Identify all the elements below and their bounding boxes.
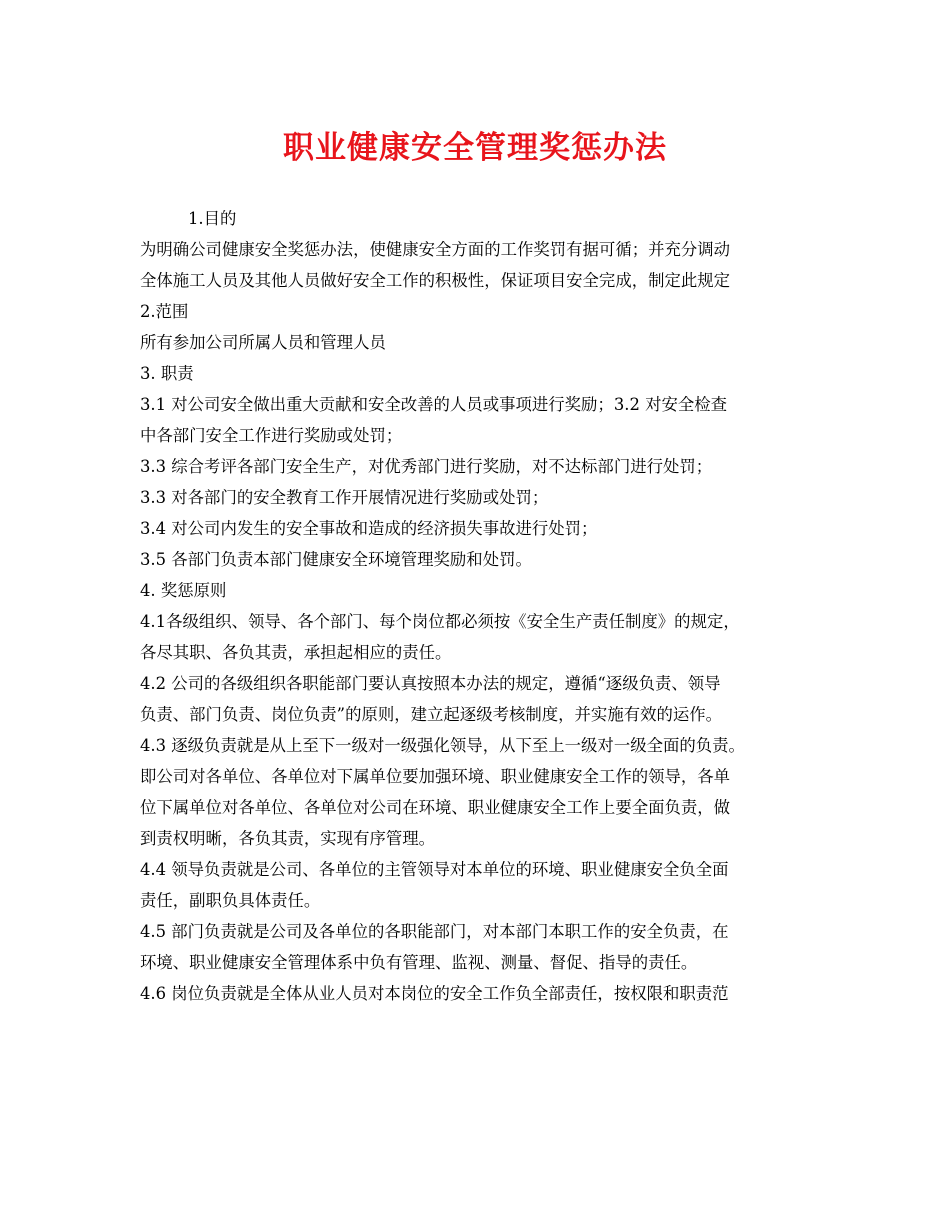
document-title: 职业健康安全管理奖惩办法 xyxy=(283,130,667,166)
section-heading-principles: 4. 奖惩原则 xyxy=(140,581,227,600)
paragraph-line: 3.1 对公司安全做出重大贡献和安全改善的人员或事项进行奖励；3.2 对安全检查 xyxy=(140,395,728,414)
paragraph-line: 所有参加公司所属人员和管理人员 xyxy=(140,333,386,352)
paragraph-line: 3.4 对公司内发生的安全事故和造成的经济损失事故进行处罚； xyxy=(140,519,598,538)
paragraph-line: 4.4 领导负责就是公司、各单位的主管领导对本单位的环境、职业健康安全负全面 xyxy=(140,860,729,879)
paragraph-line: 中各部门安全工作进行奖励或处罚； xyxy=(140,426,403,445)
paragraph-line: 到责权明晰，各负其责，实现有序管理。 xyxy=(140,829,436,848)
section-heading-scope: 2.范围 xyxy=(140,302,189,321)
paragraph-line: 3.5 各部门负责本部门健康安全环境管理奖励和处罚。 xyxy=(140,550,532,569)
paragraph-line: 各尽其职、各负其责，承担起相应的责任。 xyxy=(140,643,452,662)
paragraph-line: 全体施工人员及其他人员做好安全工作的积极性，保证项目安全完成，制定此规定 xyxy=(140,271,731,290)
document-body xyxy=(140,203,820,1009)
paragraph-line: 4.1各级组织、领导、各个部门、每个岗位都必须按《安全生产责任制度》的规定， xyxy=(140,612,740,631)
paragraph-line: 负责、部门负责、岗位负责”的原则，建立起逐级考核制度，并实施有效的运作。 xyxy=(140,705,723,724)
paragraph-line: 即公司对各单位、各单位对下属单位要加强环境、职业健康安全工作的领导，各单 xyxy=(140,767,731,786)
section-heading-duties: 3. 职责 xyxy=(140,364,194,383)
paragraph-line: 责任，副职负具体责任。 xyxy=(140,891,321,910)
paragraph-line: 3.3 综合考评各部门安全生产，对优秀部门进行奖励，对不达标部门进行处罚； xyxy=(140,457,713,476)
paragraph-line: 4.5 部门负责就是公司及各单位的各职能部门，对本部门本职工作的安全负责，在 xyxy=(140,922,729,941)
section-heading-purpose: 1.目的 xyxy=(188,209,237,228)
paragraph-line: 环境、职业健康安全管理体系中负有管理、监视、测量、督促、指导的责任。 xyxy=(140,953,698,972)
paragraph-line: 位下属单位对各单位、各单位对公司在环境、职业健康安全工作上要全面负责，做 xyxy=(140,798,731,817)
paragraph-line: 4.2 公司的各级组织各职能部门要认真按照本办法的规定，遵循“逐级负责、领导 xyxy=(140,674,721,693)
paragraph-line: 3.3 对各部门的安全教育工作开展情况进行奖励或处罚； xyxy=(140,488,549,507)
paragraph-line: 4.3 逐级负责就是从上至下一级对一级强化领导，从下至上一级对一级全面的负责。 xyxy=(140,736,745,755)
paragraph-line: 4.6 岗位负责就是全体从业人员对本岗位的安全工作负全部责任，按权限和职责范 xyxy=(140,984,729,1003)
paragraph-line: 为明确公司健康安全奖惩办法，使健康安全方面的工作奖罚有据可循；并充分调动 xyxy=(140,240,731,259)
